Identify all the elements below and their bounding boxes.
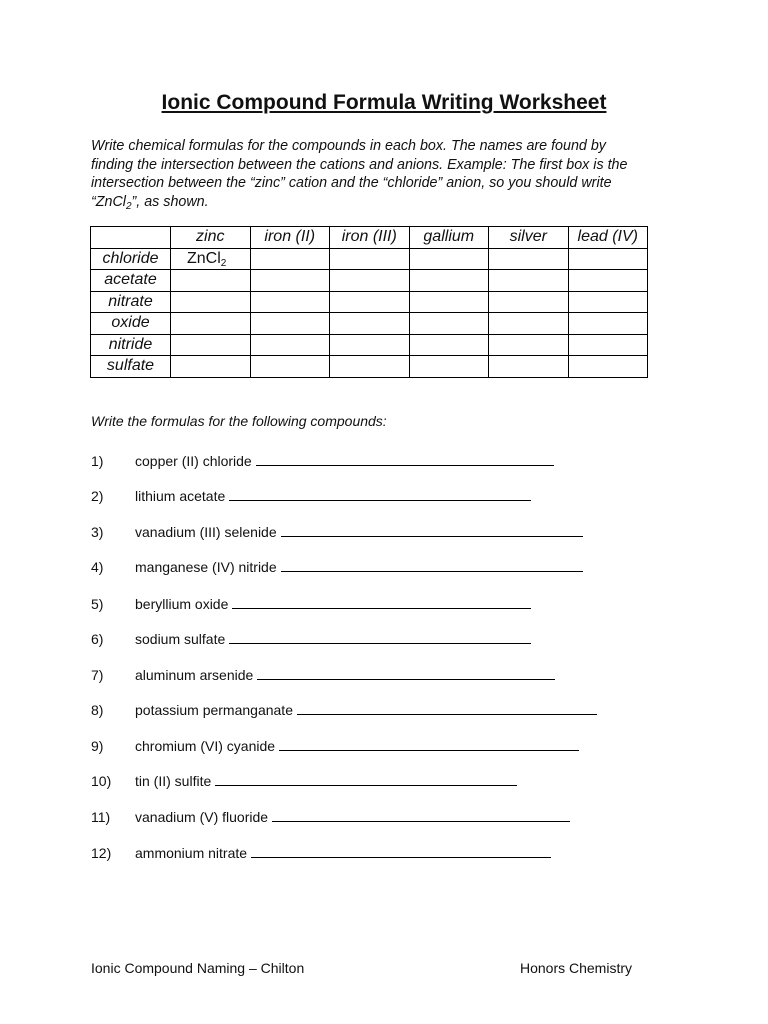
question-item	[91, 771, 517, 789]
subscript: 2	[125, 200, 132, 212]
answer-cell[interactable]	[409, 334, 489, 356]
intro-paragraph	[91, 137, 691, 211]
anion-header: nitrate	[91, 291, 171, 313]
anion-header: oxide	[91, 313, 171, 335]
question-number: 2)	[91, 488, 104, 504]
intro-line: finding the intersection between the cations and anions. Example: The first box is the	[91, 156, 628, 173]
question-text: aluminum arsenide	[135, 667, 254, 683]
question-number: 11)	[91, 809, 111, 825]
answer-cell[interactable]	[330, 313, 410, 335]
question-text: copper (II) chloride	[135, 453, 252, 469]
intro-line: intersection between the “zinc” cation and the “chloride” anion, so you should write	[91, 175, 612, 191]
question-item	[91, 557, 583, 575]
question-item	[91, 736, 579, 754]
question-text: chromium (VI) cyanide	[135, 738, 276, 754]
question-number: 10)	[91, 773, 112, 789]
answer-cell[interactable]	[409, 270, 489, 292]
anion-header: chloride	[91, 248, 171, 270]
footer-right: Honors Chemistry	[519, 960, 632, 976]
answer-cell[interactable]	[250, 291, 330, 313]
answer-blank[interactable]	[281, 522, 583, 537]
answer-blank[interactable]	[256, 451, 554, 466]
answer-cell[interactable]	[330, 270, 410, 292]
answer-cell[interactable]	[250, 334, 330, 356]
question-text: tin (II) sulfite	[135, 773, 212, 789]
cation-header: silver	[489, 227, 569, 249]
answer-blank[interactable]	[229, 486, 531, 501]
question-text: sodium sulfate	[135, 631, 226, 647]
table-row	[91, 248, 648, 270]
answer-blank[interactable]	[257, 665, 555, 680]
example-formula: ZnCl	[187, 249, 221, 267]
answer-cell[interactable]	[250, 356, 330, 378]
answer-cell[interactable]	[171, 356, 251, 378]
instructions: Write the formulas for the following compounds:	[91, 413, 387, 429]
answer-cell[interactable]	[171, 313, 251, 335]
answer-cell[interactable]	[568, 291, 648, 313]
question-number: 8)	[91, 702, 104, 718]
answer-cell[interactable]	[330, 291, 410, 313]
intro-line	[91, 193, 691, 212]
anion-header: sulfate	[91, 356, 171, 378]
answer-cell[interactable]	[171, 291, 251, 313]
question-item	[91, 522, 583, 540]
answer-cell[interactable]	[489, 270, 569, 292]
answer-cell[interactable]	[250, 248, 330, 270]
question-item	[91, 629, 531, 647]
answer-cell[interactable]	[409, 248, 489, 270]
answer-blank[interactable]	[229, 629, 531, 644]
question-item	[91, 665, 555, 683]
answer-cell[interactable]	[409, 313, 489, 335]
table-row	[91, 334, 648, 356]
table-corner-cell	[91, 227, 171, 249]
intro-text: “ZnCl	[91, 193, 126, 210]
answer-blank[interactable]	[272, 807, 570, 822]
question-text: potassium permanganate	[135, 702, 293, 718]
answer-blank[interactable]	[297, 700, 597, 715]
answer-blank[interactable]	[281, 557, 583, 572]
cation-header: iron (II)	[250, 227, 330, 249]
answer-cell[interactable]	[568, 313, 648, 335]
answer-cell[interactable]	[489, 334, 569, 356]
answer-cell[interactable]	[330, 356, 410, 378]
cation-header: iron (III)	[330, 227, 410, 249]
cation-header: gallium	[409, 227, 489, 249]
intro-line: Write chemical formulas for the compounds in each box. The names are found by	[91, 138, 606, 154]
answer-cell[interactable]	[489, 248, 569, 270]
page-title: Ionic Compound Formula Writing Worksheet	[161, 91, 607, 114]
table-row	[91, 291, 648, 313]
answer-cell[interactable]	[568, 356, 648, 378]
cation-anion-table	[90, 226, 648, 378]
answer-cell[interactable]	[250, 270, 330, 292]
question-number: 6)	[91, 631, 104, 647]
answer-cell[interactable]	[171, 334, 251, 356]
question-item	[91, 700, 597, 718]
question-number: 4)	[91, 559, 104, 575]
anion-header: acetate	[91, 270, 171, 292]
table-header-row	[91, 227, 648, 249]
question-item	[91, 486, 531, 504]
question-text: manganese (IV) nitride	[135, 559, 277, 575]
answer-cell[interactable]	[409, 291, 489, 313]
answer-cell[interactable]	[489, 291, 569, 313]
table-row	[91, 313, 648, 335]
question-text: vanadium (III) selenide	[135, 524, 277, 540]
question-number: 9)	[91, 738, 104, 754]
question-text: ammonium nitrate	[135, 845, 248, 861]
subscript: 2	[220, 257, 227, 269]
footer-left: Ionic Compound Naming – Chilton	[91, 960, 305, 976]
answer-blank[interactable]	[232, 594, 531, 609]
answer-cell[interactable]	[489, 313, 569, 335]
answer-cell[interactable]	[568, 334, 648, 356]
answer-blank[interactable]	[251, 843, 551, 858]
question-text: vanadium (V) fluoride	[135, 809, 269, 825]
question-item	[91, 451, 554, 469]
question-number: 12)	[91, 845, 112, 861]
question-number: 1)	[91, 453, 104, 469]
answer-cell[interactable]	[250, 313, 330, 335]
table-row	[91, 356, 648, 378]
intro-text: ”, as shown.	[131, 193, 209, 210]
answer-cell[interactable]	[330, 334, 410, 356]
table-row	[91, 270, 648, 292]
anion-header: nitride	[91, 334, 171, 356]
answer-cell[interactable]	[568, 248, 648, 270]
question-text: beryllium oxide	[135, 596, 229, 612]
question-number: 3)	[91, 524, 104, 540]
answer-blank[interactable]	[215, 771, 517, 786]
answer-blank[interactable]	[279, 736, 579, 751]
answer-cell[interactable]	[330, 248, 410, 270]
question-item	[91, 807, 570, 825]
example-answer-cell[interactable]	[171, 248, 251, 270]
answer-cell[interactable]	[568, 270, 648, 292]
answer-cell[interactable]	[171, 270, 251, 292]
question-item	[91, 594, 531, 612]
question-text: lithium acetate	[135, 488, 226, 504]
question-number: 7)	[91, 667, 104, 683]
cation-header: lead (IV)	[568, 227, 648, 249]
answer-cell[interactable]	[489, 356, 569, 378]
question-number: 5)	[91, 596, 104, 612]
answer-cell[interactable]	[409, 356, 489, 378]
question-item	[91, 843, 551, 861]
cation-header: zinc	[171, 227, 251, 249]
